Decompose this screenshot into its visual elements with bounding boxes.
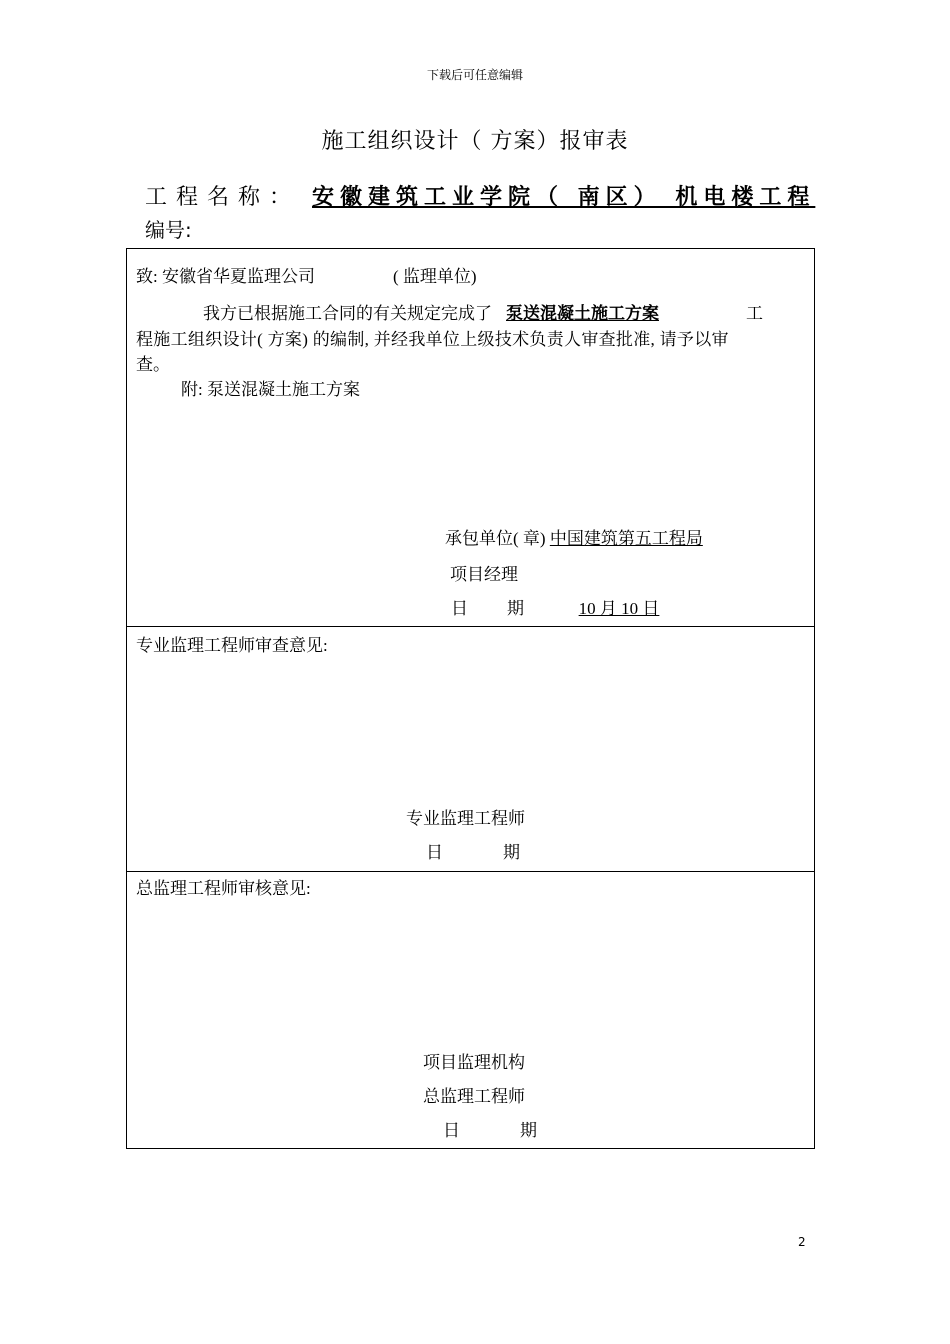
addressee: 致: 安徽省华夏监理公司 [136,267,315,286]
contractor-name: 中国建筑第五工程局 [549,529,703,548]
project-manager-label: 项目经理 [450,565,518,584]
date-value-field [525,594,713,616]
page-number: 2 [798,1235,806,1249]
date-label-1: 日 [443,1121,460,1140]
project-name: 安徽建筑工业学院（ 南区） 机电楼工程 [312,185,816,210]
date-label-2: 期 [520,1121,537,1140]
date-label-1: 日 [426,843,443,862]
body-line-3: 查。 [136,355,170,374]
serial-number-label: 编号: [145,218,192,242]
section-divider [126,871,815,872]
body-line-1 [203,299,763,324]
project-label: 工程名称： [145,185,301,210]
chief-review-heading: 总监理工程师审核意见: [136,879,311,898]
date-label-1: 日 [451,599,468,618]
document-title: 施工组织设计（ 方案）报审表 [321,129,629,154]
date-value: 10 月 10 日 [578,599,660,618]
date-label-2: 期 [503,843,520,862]
section-divider [126,626,815,627]
addressee-note: ( 监理单位) [393,267,477,286]
body-text-post: 工 [746,304,763,323]
contractor-label: 承包单位( 章) [445,529,546,548]
chief-signer: 总监理工程师 [423,1087,525,1106]
plan-name-field [492,299,746,324]
supervision-org: 项目监理机构 [423,1053,525,1072]
header-note: 下载后可任意编辑 [426,68,523,82]
body-text-pre: 我方已根据施工合同的有关规定完成了 [203,304,492,323]
project-line [145,180,815,211]
contractor-line [445,524,703,549]
engineer-review-heading: 专业监理工程师审查意见: [136,636,328,655]
body-line-2: 程施工组织设计( 方案) 的编制, 并经我单位上级技术负责人审查批准, 请予以审 [136,330,729,349]
date-label-2: 期 [507,599,524,618]
attachment: 附: 泵送混凝土施工方案 [181,380,360,399]
engineer-signer: 专业监理工程师 [406,809,525,828]
plan-name: 泵送混凝土施工方案 [506,304,659,323]
